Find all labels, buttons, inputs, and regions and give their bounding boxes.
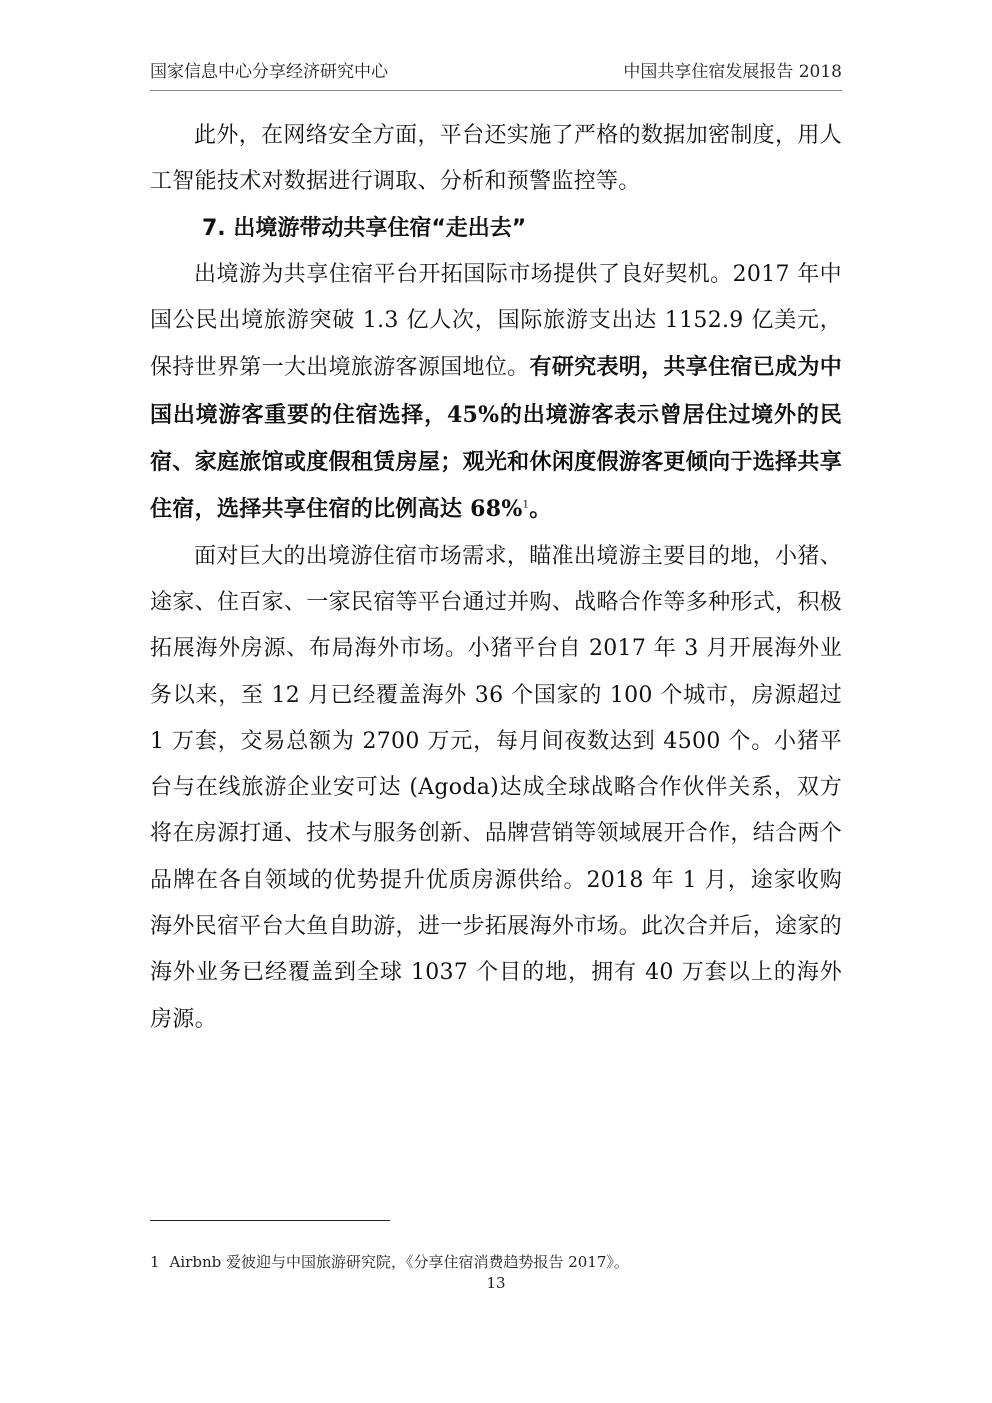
- header-divider: [150, 90, 842, 91]
- paragraph-outbound-travel-text: 出境游为共享住宿平台开拓国际市场提供了良好契机。2017 年中国公民出境旅游突破 1.3 亿人次，国际旅游支出达 1152.9 亿美元，保持世界第一大出境旅游客源国地位。: [150, 261, 842, 381]
- page-header: [150, 58, 842, 86]
- paragraph-overseas-expansion: 面对巨大的出境游住宿市场需求，瞄准出境游主要目的地，小猪、途家、住百家、一家民宿等平台通过并购、战略合作等多种形式，积极拓展海外房源、布局海外市场。小猪平台自 2017 年 3 月开展海外业务以来，至 12 月已经覆盖海外 36 个国家的 100 个城市，房源超过 1 万套，交易总额为 2700 万元，每月间夜数达到 4500 个。小猪平台与在线旅游企业安可达 (Agoda)达成全球战略合作伙伴关系，双方将在房源打通、技术与服务创新、品牌营销等领域展开合作，结合两个品牌在各自领域的优势提升优质房源供给。2018 年 1 月，途家收购海外民宿平台大鱼自助游，进一步拓展海外市场。此次合并后，途家的海外业务已经覆盖到全球 1037 个目的地，拥有 40 万套以上的海外房源。: [150, 543, 842, 1032]
- header-organization: 国家信息中心分享经济研究中心: [150, 62, 388, 82]
- section-heading: 7. 出境游带动共享住宿“走出去”: [202, 215, 527, 241]
- page-body: [150, 113, 842, 1043]
- paragraph-outbound-travel: [150, 252, 842, 534]
- footnote-reference[interactable]: 1: [522, 500, 530, 512]
- footnote-text: Airbnb 爱彼迎与中国旅游研究院，《分享住宿消费趋势报告 2017》。: [169, 1253, 629, 1271]
- paragraph-outbound-travel-emphasis: 有研究表明，共享住宿已成为中国出境游客重要的住宿选择，45%的出境游客表示曾居住过境外的民宿、家庭旅馆或度假租赁房屋；观光和休闲度假游客更倾向于选择共享住宿，选择共享住宿的比例高达 68%: [150, 354, 842, 523]
- footnote-divider: [150, 1220, 390, 1221]
- footnote-number: 1: [150, 1253, 160, 1271]
- header-report-title: 中国共享住宿发展报告 2018: [623, 62, 842, 82]
- paragraph-outbound-travel-end: 。: [529, 496, 552, 523]
- paragraph-network-security: 此外，在网络安全方面，平台还实施了严格的数据加密制度，用人工智能技术对数据进行调取、分析和预警监控等。: [150, 123, 842, 195]
- footnote: [150, 1251, 842, 1273]
- page-number: 13: [486, 1274, 506, 1292]
